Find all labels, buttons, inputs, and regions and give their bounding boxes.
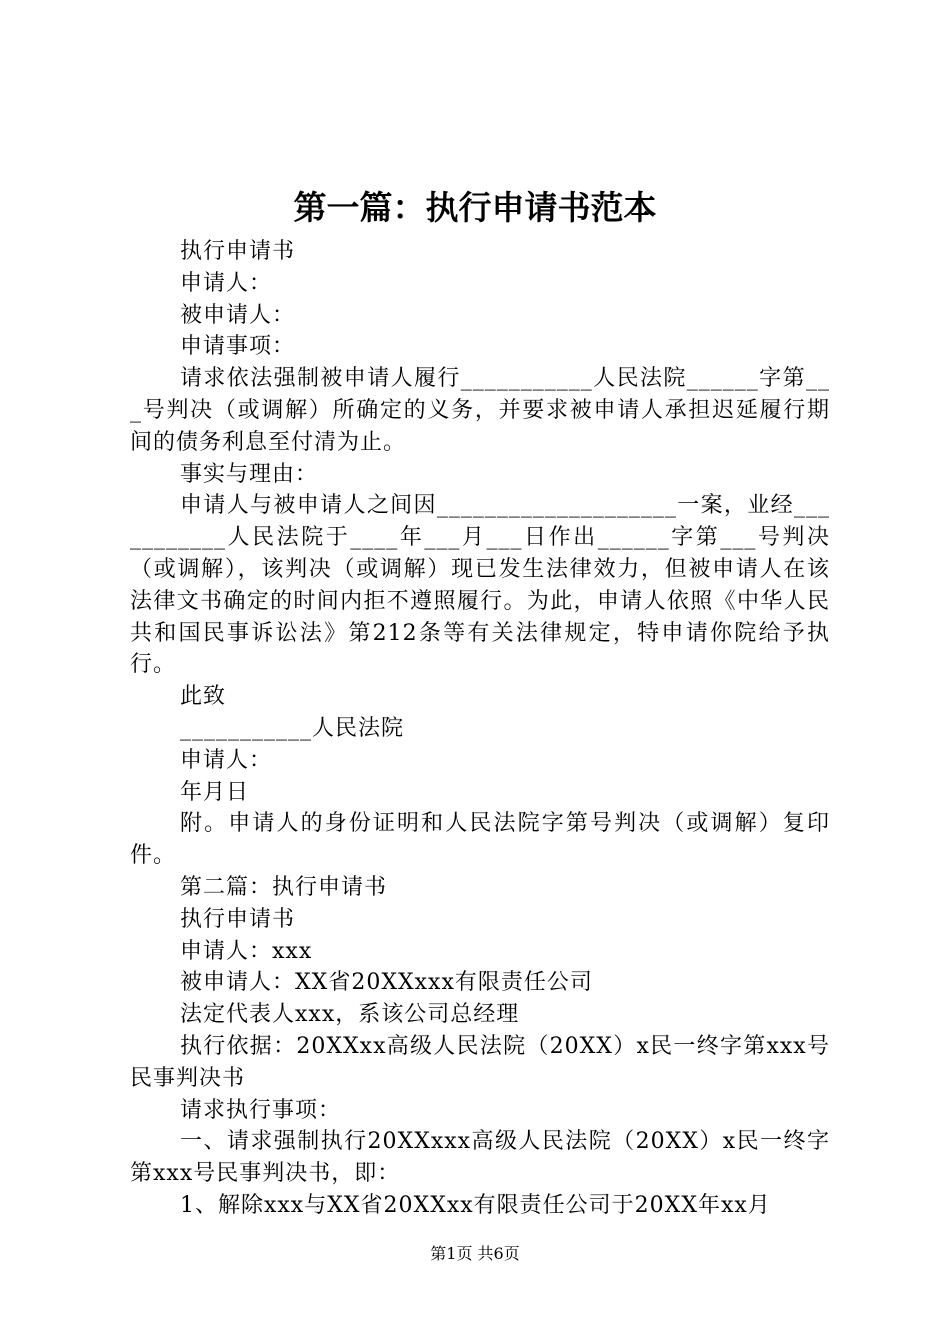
paragraph: 法定代表人xxx，系该公司总经理 bbox=[180, 1002, 520, 1028]
paragraph: 被申请人： bbox=[180, 302, 296, 328]
paragraph: 执行依据：20XXxx高级人民法院（20XX）x民一终字第xxx号民事判决书 bbox=[130, 1033, 830, 1091]
paragraph: 此致 bbox=[180, 684, 227, 710]
paragraph: 申请人与被申请人之间因____________________一案，业经___________人民法院于____年___月___日作出______字第___号判决（或调解），该判决（或调解）现已发生法律效力，但被申请人在该法律文书确定的时间内拒不遵照履行。为此，申请人依照《中华人民共和国民事诉讼法》第212条等有关法律规定，特申请你院给予执行。 bbox=[130, 493, 830, 678]
paragraph: ___________人民法院 bbox=[180, 715, 405, 741]
page-number: 第1页 共6页 bbox=[430, 1244, 520, 1263]
paragraph: 请求执行事项： bbox=[180, 1097, 342, 1123]
document-body bbox=[130, 236, 830, 1222]
paragraph: 一、请求强制执行20XXxxx高级人民法院（20XX）x民一终字第xxx号民事判决书，即： bbox=[130, 1129, 830, 1187]
paragraph: 申请人：xxx bbox=[180, 938, 313, 964]
paragraph: 第二篇：执行申请书 bbox=[180, 874, 388, 900]
paragraph: 年月日 bbox=[180, 779, 250, 805]
paragraph: 申请人： bbox=[180, 270, 273, 296]
paragraph: 执行申请书 bbox=[180, 906, 296, 932]
paragraph: 被申请人：XX省20XXxxx有限责任公司 bbox=[180, 970, 593, 996]
paragraph: 1、解除xxx与XX省20XXxx有限责任公司于20XX年xx月 bbox=[180, 1192, 771, 1218]
paragraph: 请求依法强制被申请人履行___________人民法院______字第___号判决（或调解）所确定的义务，并要求被申请人承担迟延履行期间的债务利息至付清为止。 bbox=[130, 366, 830, 455]
paragraph: 事实与理由： bbox=[180, 461, 319, 487]
paragraph: 执行申请书 bbox=[180, 239, 296, 264]
paragraph: 附。申请人的身份证明和人民法院字第号判决（或调解）复印件。 bbox=[130, 811, 830, 869]
document-title: 第一篇：执行申请书范本 bbox=[293, 188, 657, 227]
paragraph: 申请事项： bbox=[180, 334, 296, 360]
paragraph: 申请人： bbox=[180, 747, 273, 773]
